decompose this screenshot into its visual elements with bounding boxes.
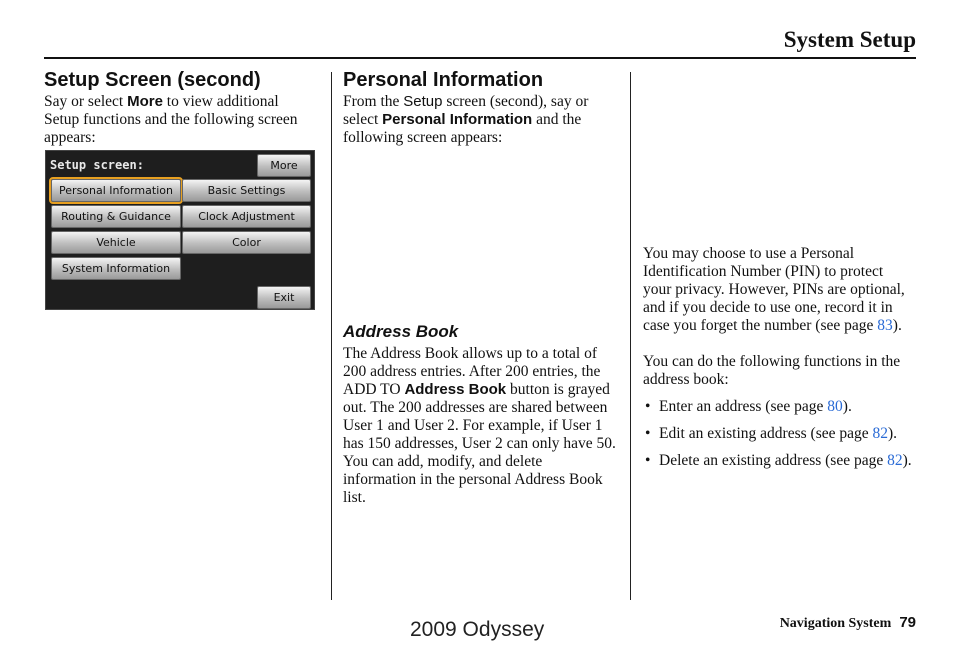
screen-button-color: Color xyxy=(182,231,311,254)
setup-screen-title: Setup screen: xyxy=(50,158,144,172)
column-1 xyxy=(44,68,316,147)
screen-exit-button: Exit xyxy=(257,286,311,309)
page-link-82[interactable]: 82 xyxy=(887,452,903,469)
section-heading-personal-information: Personal Information xyxy=(343,69,544,91)
screen-button-routing-guidance: Routing & Guidance xyxy=(51,205,181,228)
list-item: • Enter an address (see page 80). xyxy=(643,398,915,416)
screen-button-system-information: System Information xyxy=(51,257,181,280)
model-watermark: 2009 Odyssey xyxy=(410,618,545,641)
footer-navigation xyxy=(780,614,916,632)
column-divider-1 xyxy=(331,72,332,600)
pin-paragraph: You may choose to use a Personal Identification Number (PIN) to protect your privacy. However, PINs are optional, and if you decide to use one, record it in case you forget the number (see page 83). xyxy=(643,245,905,334)
screen-button-clock-adjustment: Clock Adjustment xyxy=(182,205,311,228)
page-link-80[interactable]: 80 xyxy=(827,398,843,415)
more-keyword: More xyxy=(127,93,163,110)
screen-button-basic-settings: Basic Settings xyxy=(182,179,311,202)
screen-button-personal-information: Personal Information xyxy=(51,179,181,202)
address-book-modify-paragraph: You can add, modify, and delete information in the personal Address Book list. xyxy=(343,453,603,506)
footer-nav-label: Navigation System xyxy=(779,616,892,631)
header-rule xyxy=(44,57,916,59)
column-2 xyxy=(343,68,615,147)
text-say: Say or select xyxy=(44,93,128,110)
functions-list xyxy=(643,398,915,470)
personal-information-keyword: Personal Information xyxy=(382,111,533,128)
page-link-82[interactable]: 82 xyxy=(872,425,888,442)
column-3 xyxy=(643,245,915,479)
setup-keyword: Setup xyxy=(403,93,443,110)
address-book-keyword: Address Book xyxy=(404,381,507,398)
setup-intro-paragraph xyxy=(44,93,316,147)
functions-paragraph: You can do the following functions in the address book: xyxy=(643,353,901,388)
screen-button-vehicle: Vehicle xyxy=(51,231,181,254)
section-heading-setup-screen: Setup Screen (second) xyxy=(44,69,261,91)
personal-info-intro: From the Setup screen (second), say or select Personal Information and the following screen appears: xyxy=(343,93,589,146)
address-book-section xyxy=(343,322,617,507)
list-item: • Edit an existing address (see page 82). xyxy=(643,425,915,443)
address-book-paragraph: The Address Book allows up to a total of 200 address entries. After 200 entries, the ADD TO Address Book button is grayed out. The 200 addresses are shared between User 1 and User 2. For example, if User 1 has 150 addresses, User 2 can only have 50. xyxy=(343,345,616,452)
page-number: 79 xyxy=(899,614,916,631)
text-rest: to view additional Setup functions and the following screen appears: xyxy=(44,93,298,146)
subheading-address-book: Address Book xyxy=(343,322,459,341)
setup-screen-image xyxy=(45,150,315,310)
page-header-title: System Setup xyxy=(783,27,916,52)
column-divider-2 xyxy=(630,72,631,600)
list-item: • Delete an existing address (see page 82). xyxy=(643,452,915,470)
page-link-83[interactable]: 83 xyxy=(877,317,893,334)
screen-more-button: More xyxy=(257,154,311,177)
